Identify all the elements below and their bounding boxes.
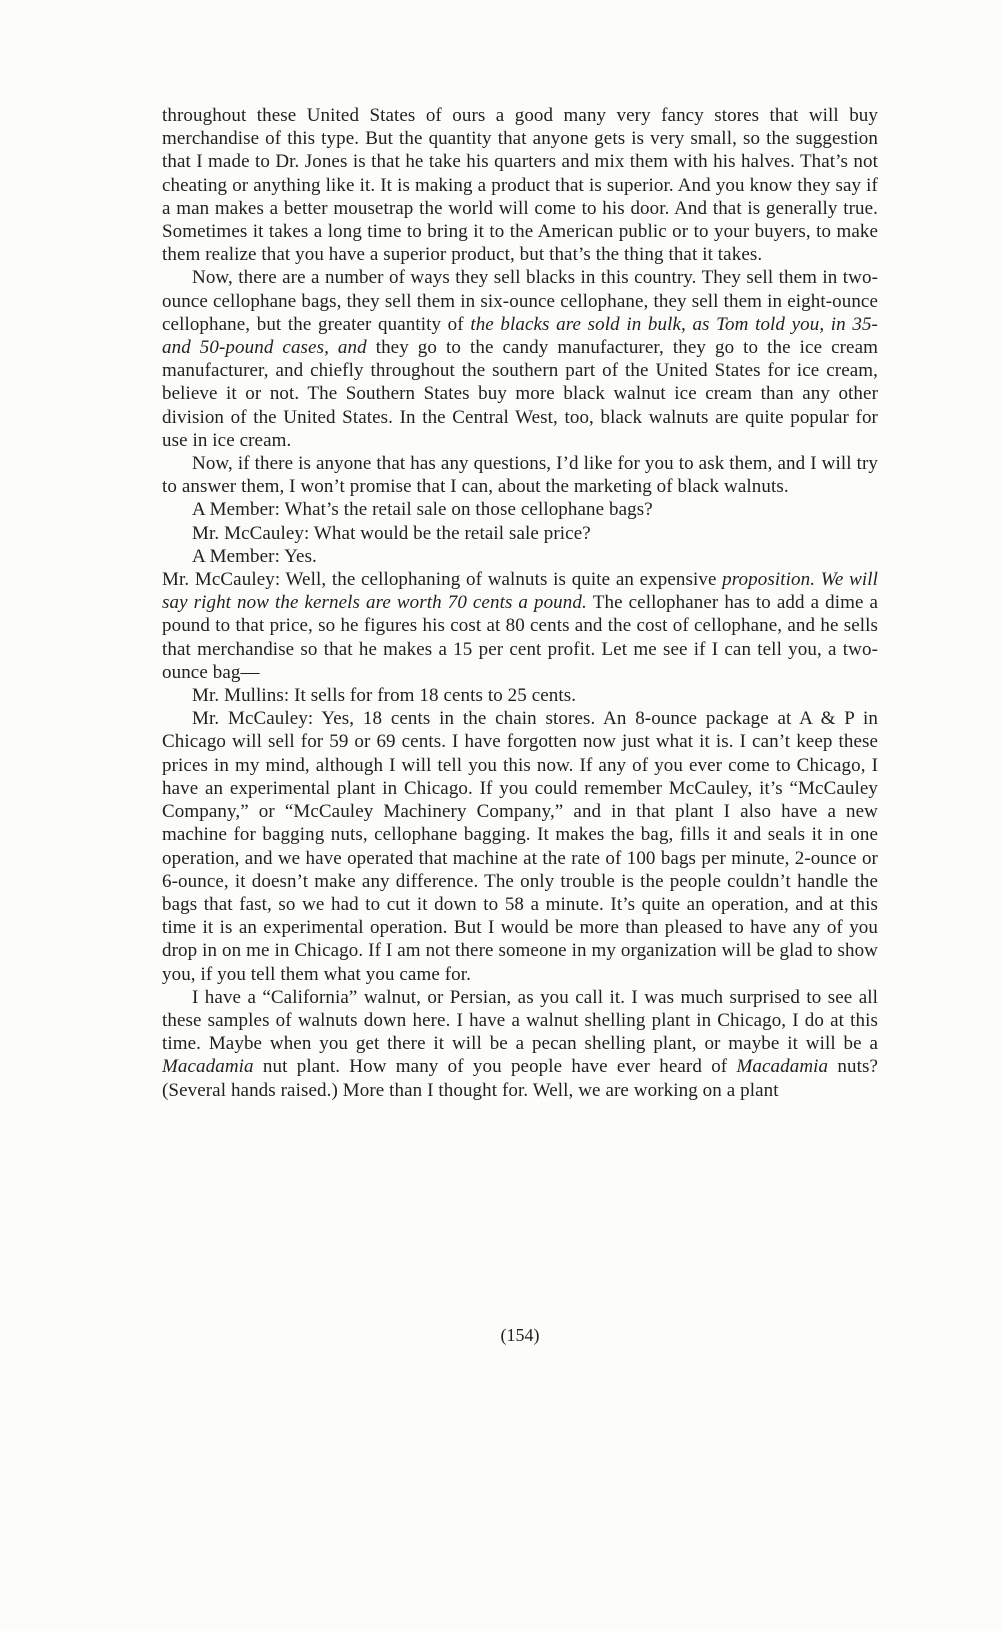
para-mccauley-cellophaning: [162, 568, 878, 684]
text-segment-italic: Macadamia: [736, 1056, 829, 1078]
text-segment-italic: the blacks are sold in bulk, as Tom told you, in 35- and 50-pound cases, and: [162, 313, 878, 359]
text-segment: Mr. McCauley: Yes, 18 cents in the chain stores. An 8-ounce package at A & P in Chicago will sell for 59 or 69 cents. I have forgotten now just what it is. I can’t keep these prices in my mind, although I will tell you this now. If any of you ever come to Chicago, I have an experimental plant in Chicago. If you could remember McCauley, it’s “McCauley Company,” or “McCauley Machinery Company,” and in that plant I also have a new machine for bagging nuts, cellophane bagging. It makes the bag, fills it and seals it in one operation, and we have operated that machine at the rate of 100 bags per minute, 2-ounce or 6-ounce, it doesn’t make any difference. The only trouble is the people couldn’t handle the bags that fast, so we had to cut it down to 58 a minute. It’s quite an operation, and at this time it is an experimental operation. But I would be more than pleased to have any of you drop in on me in Chicago. If I am not there someone in my organization will be glad to show you, if you tell them what you came for.: [162, 708, 878, 985]
dialogue-mullins-price: [162, 684, 878, 707]
text-segment: A Member: What’s the retail sale on those cellophane bags?: [192, 499, 653, 521]
text-segment-italic: proposition. We will say right now the kernels are worth 70 cents a pound.: [162, 569, 878, 614]
text-segment: I have a “California” walnut, or Persian, as you call it. I was much surprised to see all these samples of walnuts down here. I have a walnut shelling plant in Chicago, I do at this time. Maybe when you get there it will be a pecan shelling plant, or maybe it will be a: [162, 986, 878, 1055]
text-segment: The cellophaner has to add a dime a pound to that price, so he figures his cost at 80 cents and the cost of cellophane, and he sells that merchandise so that he makes a 15 per cent profit. Let me see if I can tell you, a two-ounce bag—: [162, 592, 878, 683]
text-segment: Now, there are a number of ways they sell blacks in this country. They sell them in two-ounce cellophane bags, they sell them in six-ounce cellophane, they sell them in eight-ounce cellophane, but the greater quantity of: [162, 267, 878, 335]
text-block: [162, 104, 878, 1102]
text-segment: Mr. Mullins: It sells for from 18 cents to 25 cents.: [192, 685, 577, 707]
text-segment: A Member: Yes.: [192, 545, 317, 567]
dialogue-mccauley-clarify: [162, 522, 878, 545]
para-mccauley-chicago: [162, 707, 878, 985]
text-segment: throughout these United States of ours a good many very fancy stores that will buy merchandise of this type. But the quantity that anyone gets is very small, so the suggestion that I made to Dr. Jones is that he take his quarters and mix them with his halves. That’s not cheating or anything like it. It is making a product that is superior. And you know they say if a man makes a better mousetrap the world will come to his door. And that is generally true. Sometimes it takes a long time to bring it to the American public or to your buyers, to make them realize that you have a superior product, but that’s the thing that it takes.: [162, 105, 878, 266]
text-segment: Mr. McCauley: What would be the retail sale price?: [192, 522, 591, 544]
text-segment-italic: Macadamia: [162, 1056, 254, 1078]
text-segment: Mr. McCauley: Well, the cellophaning of walnuts is quite an expensive: [162, 569, 723, 591]
text-segment: they go to the candy manufacturer, they go to the ice cream manufacturer, and chiefly throughout the southern part of the United States for ice cream, believe it or not. The Southern States buy more black walnut ice cream than any other division of the United States. In the Central West, too, black walnuts are quite popular for use in ice cream.: [162, 337, 878, 451]
text-segment: Now, if there is anyone that has any questions, I’d like for you to ask them, and I will try to answer them, I won’t promise that I can, about the marketing of black walnuts.: [162, 453, 878, 498]
dialogue-member-yes: [162, 545, 878, 568]
text-segment: nut plant. How many of you people have ever heard of: [253, 1056, 737, 1078]
page-number: (154): [500, 1325, 540, 1345]
para-questions-invite: [162, 452, 878, 498]
dialogue-member-question: [162, 498, 878, 521]
text-segment: nuts? (Several hands raised.) More than I thought for. Well, we are working on a plant: [162, 1056, 878, 1101]
para-selling-blacks: [162, 266, 878, 452]
para-california-walnut: [162, 986, 878, 1102]
para-continuation: [162, 104, 878, 266]
